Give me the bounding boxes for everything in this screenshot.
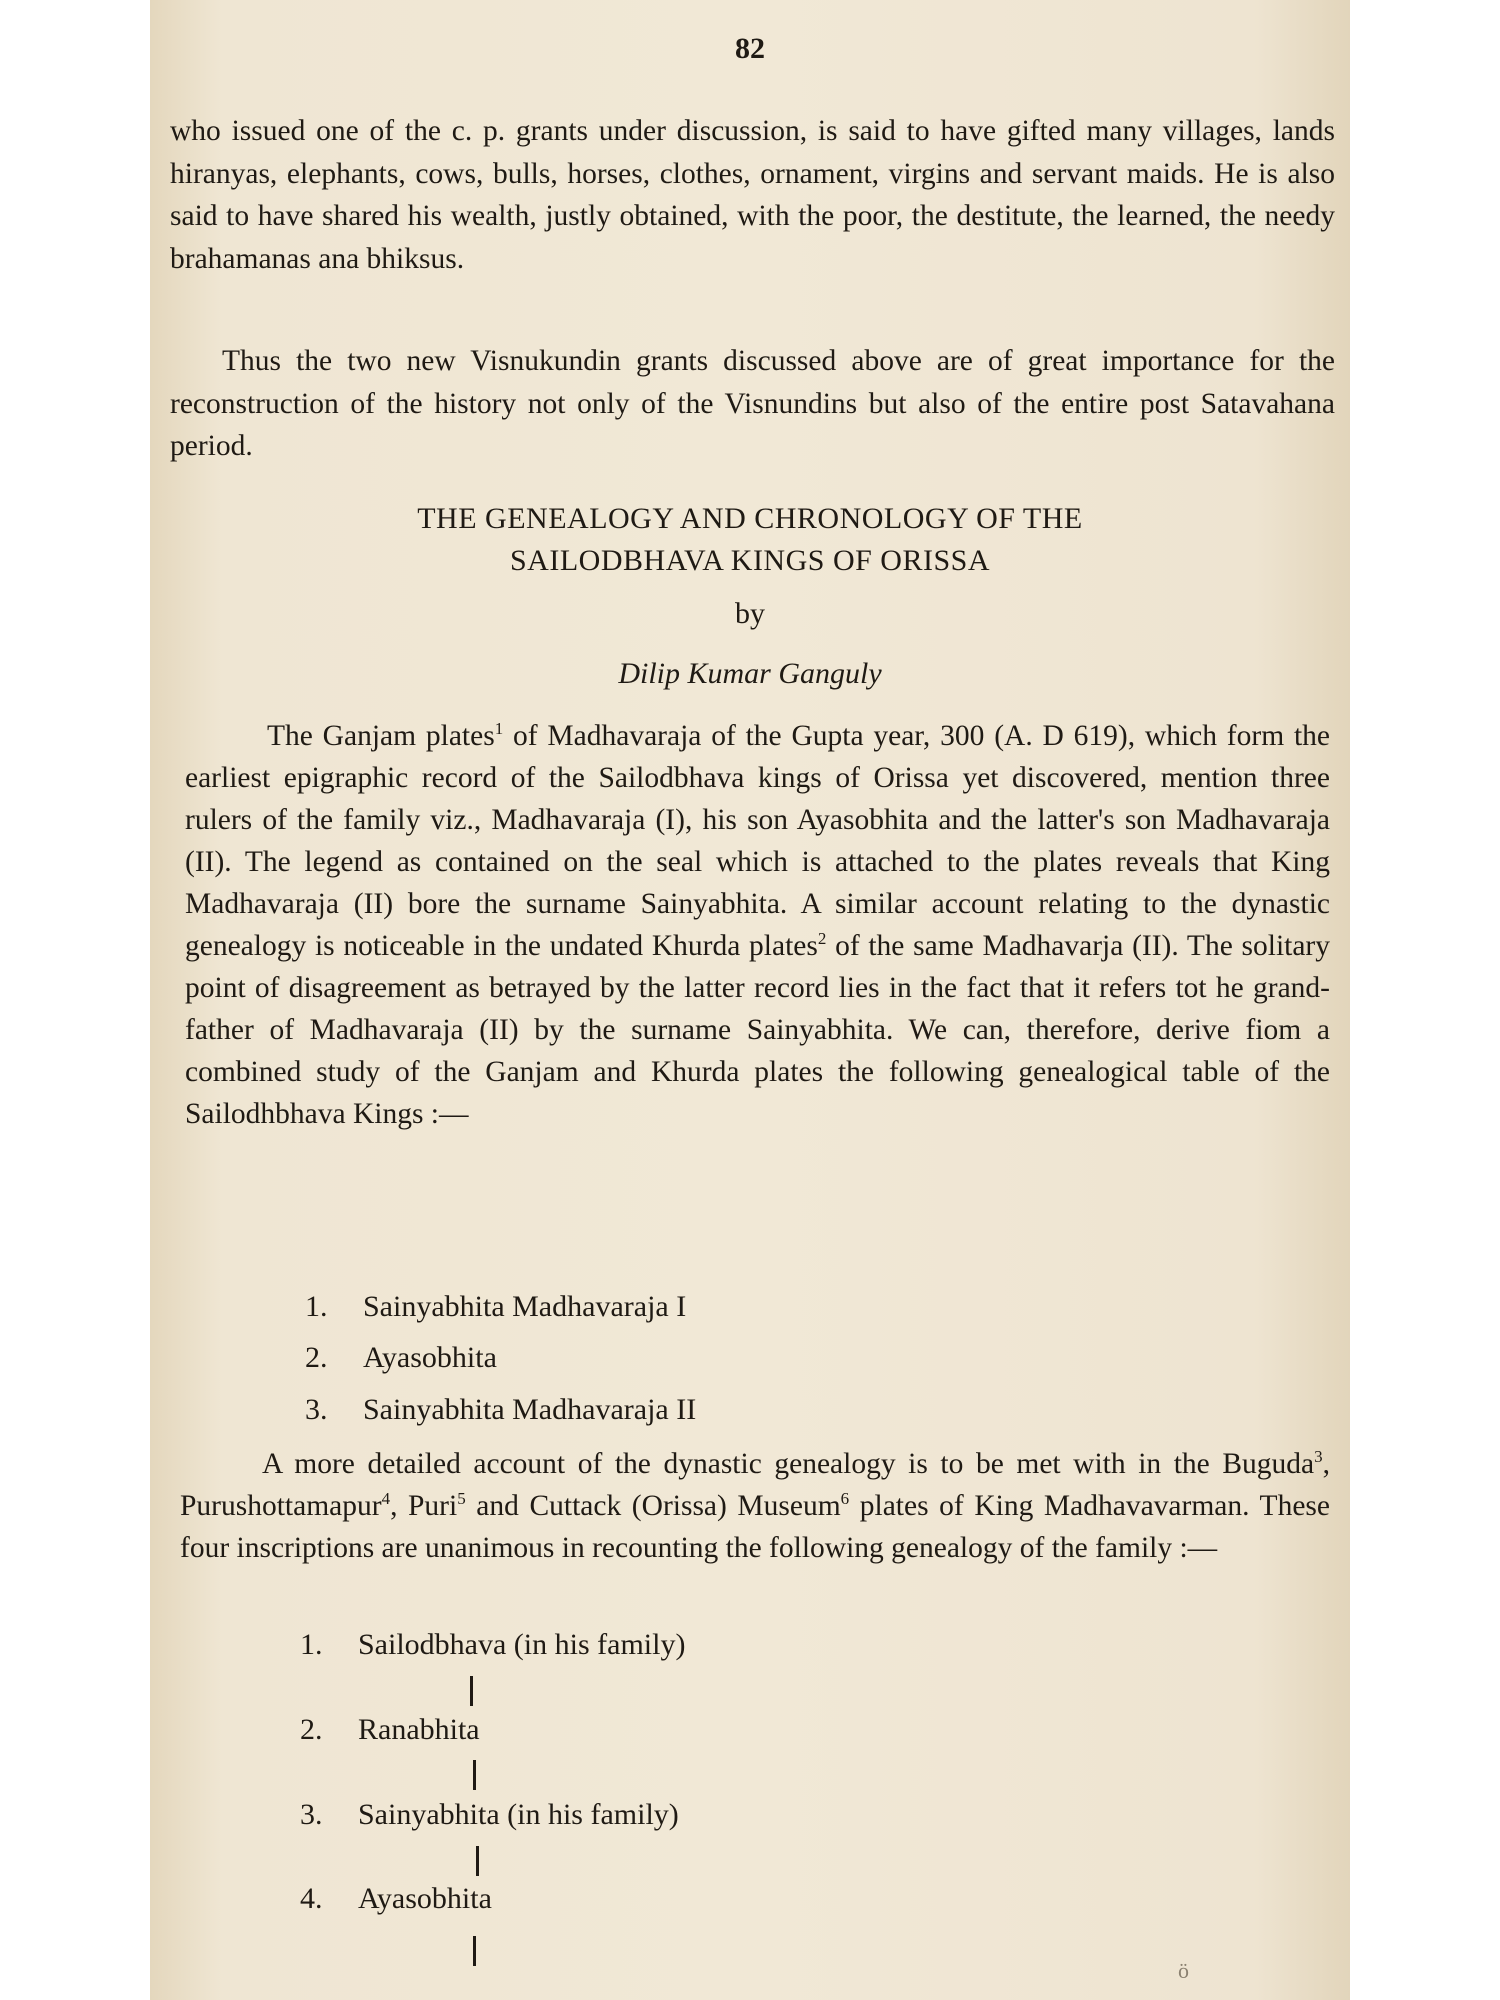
paragraph-visnukundin-conclusion xyxy=(170,340,1335,468)
footnote-marker: 1 xyxy=(494,719,504,739)
author-name: Dilip Kumar Ganguly xyxy=(618,657,882,690)
text-run: , Purushottamapur xyxy=(180,1448,1330,1522)
genealogy-connector-line xyxy=(476,1846,479,1876)
list-item xyxy=(305,1393,696,1427)
list-text: Ayasobhita xyxy=(363,1341,497,1374)
text-run: of Madhavaraja of the Gupta year, 300 (A. D 619), which form the earliest epigraphic record of the Sailodbhava kings of Orissa yet discovered, mention three rulers of the family viz., Madhavaraja (I), his son Ayasobhita and the latter's son Madhavaraja (II). The legend as contained on the seal which is attached to the plates reveals that King Madhavaraja (II) bore the surname Sainyabhita. A similar account relating to the dynastic genealogy is noticeable in the undated Khurda plates xyxy=(185,720,1331,962)
paragraph-ganjam-plates xyxy=(185,715,1330,1135)
paragraph-detailed-genealogy xyxy=(180,1443,1330,1569)
text-run: of the same Madhavarja (II). The solitary point of disagreement as betrayed by the latter record lies in the fact that it refers tot he grand-father of Madhavaraja (II) by the surname Sainyabhita. We can, therefore, derive fiom a combined study of the Ganjam and Khurda plates the following genealogical table of the Sailodhbhava Kings :— xyxy=(185,930,1331,1130)
list-number: 2. xyxy=(300,1713,323,1746)
genealogy-connector-line xyxy=(470,1676,473,1706)
footnote-marker: 5 xyxy=(457,1489,466,1509)
text-run: A more detailed account of the dynastic genealogy is to be met with in the Buguda xyxy=(262,1448,1315,1480)
genealogy-item xyxy=(300,1713,480,1747)
list-number: 3. xyxy=(300,1798,323,1831)
paragraph-text xyxy=(185,715,1330,1135)
list-number: 3. xyxy=(305,1393,328,1426)
list-number: 1. xyxy=(300,1628,323,1661)
list-text: Sailodbhava (in his family) xyxy=(358,1628,686,1661)
list-number: 1. xyxy=(305,1290,328,1323)
paragraph-text: Thus the two new Visnukundin grants discussed above are of great importance for the reconstruction of the history not only of the Visnundins but also of the entire post Satavahana period. xyxy=(170,345,1335,462)
footnote-marker: 3 xyxy=(1314,1447,1323,1467)
article-title-line-2: SAILODBHAVA KINGS OF ORISSA xyxy=(510,544,990,577)
list-number: 4. xyxy=(300,1882,323,1915)
paragraph-text: who issued one of the c. p. grants under discussion, is said to have gifted many villages, lands hiranyas, elephants, cows, bulls, horses, clothes, ornament, virgins and servant maids. He is also said to have shared his wealth, justly obtained, with the poor, the destitute, the learned, the needy brahamanas ana bhiksus. xyxy=(170,115,1335,275)
genealogy-connector-line xyxy=(473,1760,476,1790)
list-item xyxy=(305,1290,686,1324)
list-item xyxy=(305,1341,497,1375)
footnote-marker: 4 xyxy=(381,1489,391,1509)
page-number: 82 xyxy=(735,32,765,65)
article-title-line-1: THE GENEALOGY AND CHRONOLOGY OF THE xyxy=(417,502,1083,535)
genealogy-item xyxy=(300,1798,679,1832)
list-text: Ayasobhita xyxy=(358,1882,492,1915)
list-text: Sainyabhita Madhavaraja II xyxy=(363,1393,697,1426)
text-run: and Cuttack (Orissa) Museum xyxy=(465,1490,841,1522)
footnote-marker: 6 xyxy=(840,1489,850,1509)
text-run: , Puri xyxy=(390,1490,458,1522)
list-number: 2. xyxy=(305,1341,328,1374)
paragraph-text xyxy=(180,1443,1330,1569)
genealogy-connector-line xyxy=(473,1936,476,1966)
book-page xyxy=(150,0,1350,2000)
list-text: Sainyabhita (in his family) xyxy=(358,1798,679,1831)
genealogy-item xyxy=(300,1882,492,1916)
text-run: plates of King Madhavavarman. These four inscriptions are unanimous in recounting the following genealogy of the family :— xyxy=(180,1490,1330,1564)
list-text: Sainyabhita Madhavaraja I xyxy=(363,1290,687,1323)
genealogy-item xyxy=(300,1628,685,1662)
page-corner-mark: ö xyxy=(1178,1958,1189,1983)
footnote-marker: 2 xyxy=(817,929,827,949)
paragraph-visnukundin-gifts xyxy=(170,110,1335,280)
text-run: The Ganjam plates xyxy=(267,720,495,752)
list-text: Ranabhita xyxy=(358,1713,480,1746)
byline-by: by xyxy=(735,597,765,630)
